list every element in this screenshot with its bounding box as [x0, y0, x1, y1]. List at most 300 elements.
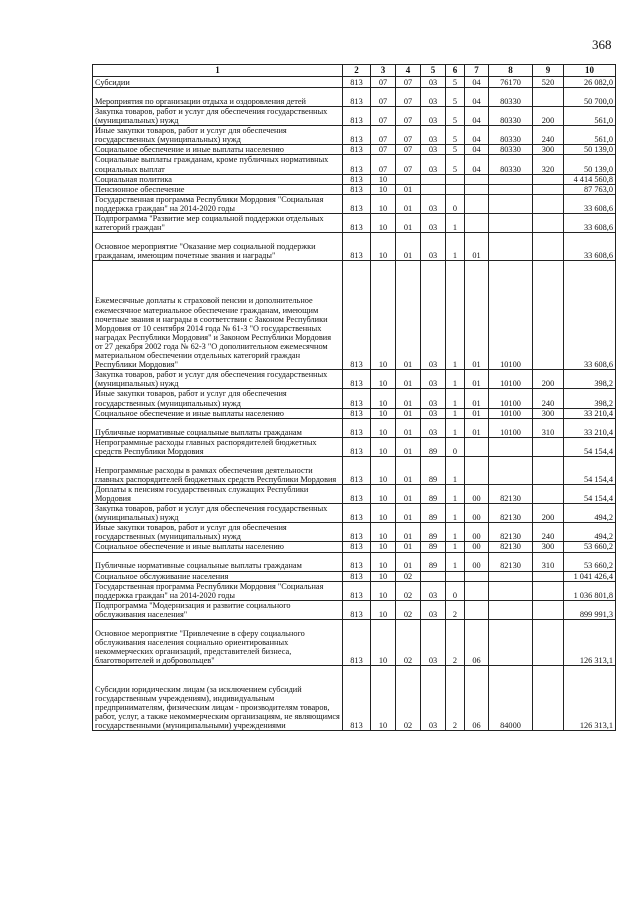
row-value-cell: 80330	[489, 107, 533, 126]
row-value-cell: 02	[396, 571, 421, 581]
row-value-cell: 813	[343, 666, 371, 731]
row-value-cell: 33 608,6	[564, 214, 616, 233]
row-value-cell: 813	[343, 600, 371, 619]
row-value-cell: 54 154,4	[564, 456, 616, 484]
row-value-cell: 03	[421, 261, 446, 370]
table-row	[93, 456, 616, 484]
row-value-cell: 07	[396, 88, 421, 107]
row-value-cell	[465, 184, 489, 194]
row-value-cell: 10	[371, 194, 396, 213]
row-value-cell: 813	[343, 107, 371, 126]
row-value-cell: 520	[533, 77, 564, 88]
row-value-cell: 07	[371, 107, 396, 126]
row-value-cell	[489, 214, 533, 233]
row-value-cell	[396, 174, 421, 184]
row-name-cell: Пенсионное обеспечение	[93, 184, 343, 194]
row-value-cell: 813	[343, 552, 371, 571]
row-value-cell: 80330	[489, 88, 533, 107]
header-cell: 10	[564, 65, 616, 77]
row-value-cell: 00	[465, 552, 489, 571]
row-value-cell: 03	[421, 600, 446, 619]
table-row	[93, 107, 616, 126]
row-name-cell: Социальное обеспечение и иные выплаты населению	[93, 542, 343, 552]
row-value-cell: 89	[421, 437, 446, 456]
row-value-cell: 03	[421, 408, 446, 418]
row-name-cell: Социальное обеспечение и иные выплаты населению	[93, 408, 343, 418]
row-value-cell: 06	[465, 620, 489, 666]
row-value-cell: 813	[343, 542, 371, 552]
row-value-cell: 01	[396, 437, 421, 456]
row-value-cell: 10	[371, 523, 396, 542]
row-value-cell: 126 313,1	[564, 620, 616, 666]
row-value-cell: 04	[465, 88, 489, 107]
row-name-cell: Иные закупки товаров, работ и услуг для обеспечения государственных (муниципальных) нужд	[93, 126, 343, 145]
row-name-cell: Государственная программа Республики Мордовия "Социальная поддержка граждан" на 2014-2020 годы	[93, 581, 343, 600]
row-value-cell: 04	[465, 126, 489, 145]
row-value-cell: 10	[371, 600, 396, 619]
header-cell: 6	[446, 65, 465, 77]
row-value-cell: 1	[446, 389, 465, 408]
row-name-cell: Доплаты к пенсиям государственных служащих Республики Мордовия	[93, 484, 343, 503]
row-name-cell: Закупка товаров, работ и услуг для обеспечения государственных (муниципальных) нужд	[93, 107, 343, 126]
row-value-cell	[489, 600, 533, 619]
row-value-cell: 53 660,2	[564, 552, 616, 571]
row-value-cell: 10	[371, 437, 396, 456]
row-value-cell: 89	[421, 523, 446, 542]
row-value-cell: 200	[533, 504, 564, 523]
row-value-cell: 5	[446, 145, 465, 155]
row-name-cell: Подпрограмма "Модернизация и развитие социального обслуживания населения"	[93, 600, 343, 619]
table-row	[93, 552, 616, 571]
row-value-cell	[465, 571, 489, 581]
budget-table	[92, 64, 616, 731]
row-name-cell: Социальные выплаты гражданам, кроме публичных нормативных социальных выплат	[93, 155, 343, 174]
row-value-cell: 01	[465, 418, 489, 437]
row-value-cell: 02	[396, 581, 421, 600]
row-value-cell: 300	[533, 408, 564, 418]
row-value-cell: 561,0	[564, 126, 616, 145]
row-value-cell: 10	[371, 184, 396, 194]
row-value-cell: 80330	[489, 126, 533, 145]
row-value-cell: 03	[421, 620, 446, 666]
row-value-cell: 03	[421, 418, 446, 437]
row-value-cell: 813	[343, 126, 371, 145]
row-value-cell: 398,2	[564, 370, 616, 389]
row-value-cell: 813	[343, 418, 371, 437]
row-value-cell: 10	[371, 389, 396, 408]
table-row	[93, 620, 616, 666]
row-value-cell	[489, 233, 533, 261]
row-value-cell: 310	[533, 418, 564, 437]
row-value-cell: 813	[343, 437, 371, 456]
row-value-cell: 03	[421, 666, 446, 731]
row-value-cell: 06	[465, 666, 489, 731]
header-cell: 8	[489, 65, 533, 77]
row-value-cell	[489, 174, 533, 184]
row-value-cell: 10	[371, 666, 396, 731]
row-value-cell	[421, 184, 446, 194]
row-value-cell: 54 154,4	[564, 484, 616, 503]
row-value-cell: 04	[465, 145, 489, 155]
row-value-cell: 1	[446, 408, 465, 418]
row-value-cell: 03	[421, 126, 446, 145]
row-value-cell: 5	[446, 107, 465, 126]
row-value-cell: 126 313,1	[564, 666, 616, 731]
row-value-cell: 240	[533, 126, 564, 145]
row-value-cell: 10	[371, 581, 396, 600]
row-value-cell	[533, 184, 564, 194]
row-value-cell	[533, 581, 564, 600]
row-value-cell: 03	[421, 581, 446, 600]
row-value-cell	[465, 174, 489, 184]
row-value-cell: 0	[446, 194, 465, 213]
row-value-cell	[489, 581, 533, 600]
row-value-cell	[489, 194, 533, 213]
row-value-cell: 33 210,4	[564, 418, 616, 437]
row-value-cell: 01	[396, 408, 421, 418]
table-row	[93, 233, 616, 261]
row-value-cell: 01	[396, 552, 421, 571]
row-value-cell: 10	[371, 542, 396, 552]
row-value-cell: 1	[446, 542, 465, 552]
row-value-cell: 03	[421, 77, 446, 88]
row-value-cell: 561,0	[564, 107, 616, 126]
row-value-cell: 02	[396, 600, 421, 619]
row-value-cell: 02	[396, 666, 421, 731]
row-value-cell: 813	[343, 77, 371, 88]
row-value-cell	[533, 88, 564, 107]
row-value-cell	[533, 194, 564, 213]
row-value-cell: 07	[396, 155, 421, 174]
row-value-cell: 87 763,0	[564, 184, 616, 194]
row-value-cell: 03	[421, 370, 446, 389]
table-row	[93, 261, 616, 370]
row-value-cell: 10	[371, 233, 396, 261]
row-value-cell: 5	[446, 88, 465, 107]
row-value-cell: 01	[396, 504, 421, 523]
row-value-cell	[533, 571, 564, 581]
row-value-cell: 10	[371, 504, 396, 523]
table-row	[93, 600, 616, 619]
row-value-cell: 82130	[489, 542, 533, 552]
row-name-cell: Иные закупки товаров, работ и услуг для обеспечения государственных (муниципальных) нужд	[93, 389, 343, 408]
row-value-cell: 89	[421, 542, 446, 552]
table-row	[93, 523, 616, 542]
header-cell: 4	[396, 65, 421, 77]
row-value-cell	[465, 194, 489, 213]
row-value-cell: 813	[343, 214, 371, 233]
row-value-cell: 04	[465, 107, 489, 126]
row-value-cell: 813	[343, 88, 371, 107]
row-value-cell: 1 041 426,4	[564, 571, 616, 581]
row-value-cell: 10	[371, 552, 396, 571]
header-cell: 1	[93, 65, 343, 77]
row-value-cell: 200	[533, 370, 564, 389]
row-value-cell: 813	[343, 389, 371, 408]
row-value-cell: 01	[396, 418, 421, 437]
row-value-cell: 82130	[489, 523, 533, 542]
row-value-cell: 82130	[489, 504, 533, 523]
table-body	[93, 77, 616, 731]
row-value-cell: 10	[371, 484, 396, 503]
row-value-cell: 04	[465, 77, 489, 88]
row-value-cell: 26 082,0	[564, 77, 616, 88]
row-value-cell: 494,2	[564, 504, 616, 523]
header-cell: 5	[421, 65, 446, 77]
header-cell: 7	[465, 65, 489, 77]
table-row	[93, 126, 616, 145]
header-cell: 9	[533, 65, 564, 77]
row-value-cell	[446, 571, 465, 581]
row-value-cell: 1	[446, 370, 465, 389]
row-value-cell	[533, 456, 564, 484]
row-value-cell: 813	[343, 620, 371, 666]
row-value-cell: 2	[446, 666, 465, 731]
row-value-cell: 01	[465, 233, 489, 261]
row-value-cell: 84000	[489, 666, 533, 731]
row-value-cell	[489, 620, 533, 666]
table-row	[93, 504, 616, 523]
row-value-cell: 10100	[489, 370, 533, 389]
row-value-cell: 300	[533, 542, 564, 552]
row-value-cell: 07	[371, 155, 396, 174]
row-name-cell: Непрограммные расходы главных распорядителей бюджетных средств Республики Мордовия	[93, 437, 343, 456]
row-value-cell: 01	[465, 389, 489, 408]
row-value-cell	[533, 437, 564, 456]
row-value-cell: 813	[343, 581, 371, 600]
row-value-cell: 10	[371, 571, 396, 581]
row-value-cell	[465, 456, 489, 484]
row-value-cell: 01	[465, 408, 489, 418]
row-value-cell: 1	[446, 418, 465, 437]
row-name-cell: Мероприятия по организации отдыха и оздоровления детей	[93, 88, 343, 107]
row-value-cell: 00	[465, 523, 489, 542]
row-value-cell: 01	[396, 542, 421, 552]
table-row	[93, 174, 616, 184]
row-value-cell: 03	[421, 214, 446, 233]
table-row	[93, 88, 616, 107]
row-value-cell: 33 210,4	[564, 408, 616, 418]
row-value-cell: 03	[421, 145, 446, 155]
row-value-cell	[465, 437, 489, 456]
row-name-cell: Подпрограмма "Развитие мер социальной поддержки отдельных категорий граждан"	[93, 214, 343, 233]
row-value-cell: 03	[421, 88, 446, 107]
row-value-cell	[489, 456, 533, 484]
row-value-cell: 300	[533, 145, 564, 155]
row-value-cell	[446, 184, 465, 194]
row-value-cell: 03	[421, 194, 446, 213]
row-value-cell: 82130	[489, 552, 533, 571]
row-value-cell: 01	[396, 261, 421, 370]
row-value-cell: 813	[343, 370, 371, 389]
table-row	[93, 484, 616, 503]
row-value-cell: 240	[533, 389, 564, 408]
table-row	[93, 418, 616, 437]
row-value-cell	[533, 261, 564, 370]
row-value-cell: 03	[421, 155, 446, 174]
row-name-cell: Иные закупки товаров, работ и услуг для обеспечения государственных (муниципальных) нужд	[93, 523, 343, 542]
row-value-cell: 07	[371, 88, 396, 107]
row-value-cell: 4 414 560,8	[564, 174, 616, 184]
row-value-cell: 1	[446, 552, 465, 571]
row-value-cell: 33 608,6	[564, 194, 616, 213]
row-value-cell: 0	[446, 581, 465, 600]
row-name-cell: Закупка товаров, работ и услуг для обеспечения государственных (муниципальных) нужд	[93, 370, 343, 389]
row-value-cell: 01	[396, 214, 421, 233]
row-value-cell: 1	[446, 233, 465, 261]
row-value-cell: 5	[446, 77, 465, 88]
table-row	[93, 666, 616, 731]
row-value-cell: 1	[446, 261, 465, 370]
row-value-cell: 76170	[489, 77, 533, 88]
table-row	[93, 581, 616, 600]
row-value-cell: 5	[446, 126, 465, 145]
row-value-cell: 813	[343, 408, 371, 418]
row-name-cell: Государственная программа Республики Мордовия "Социальная поддержка граждан" на 2014-2020 годы	[93, 194, 343, 213]
row-value-cell: 50 139,0	[564, 155, 616, 174]
row-value-cell: 00	[465, 504, 489, 523]
row-value-cell	[489, 184, 533, 194]
row-value-cell: 07	[396, 107, 421, 126]
row-value-cell: 10	[371, 456, 396, 484]
row-value-cell: 1	[446, 456, 465, 484]
table-row	[93, 408, 616, 418]
row-value-cell: 07	[371, 77, 396, 88]
row-value-cell: 310	[533, 552, 564, 571]
table-row	[93, 437, 616, 456]
row-value-cell: 00	[465, 484, 489, 503]
row-value-cell: 0	[446, 437, 465, 456]
row-value-cell: 10100	[489, 418, 533, 437]
row-value-cell: 10	[371, 370, 396, 389]
row-value-cell: 813	[343, 504, 371, 523]
row-value-cell: 10	[371, 174, 396, 184]
row-value-cell: 1	[446, 484, 465, 503]
row-value-cell: 813	[343, 145, 371, 155]
row-value-cell: 10	[371, 261, 396, 370]
row-value-cell	[465, 600, 489, 619]
row-name-cell: Непрограммные расходы в рамках обеспечения деятельности главных распорядителей бюджетных средств Республики Мордовия	[93, 456, 343, 484]
page-number: 368	[592, 37, 612, 52]
row-value-cell: 80330	[489, 145, 533, 155]
row-value-cell: 813	[343, 484, 371, 503]
row-value-cell: 1	[446, 214, 465, 233]
row-value-cell: 07	[371, 145, 396, 155]
row-value-cell	[465, 581, 489, 600]
row-name-cell: Публичные нормативные социальные выплаты гражданам	[93, 418, 343, 437]
table-row	[93, 389, 616, 408]
row-value-cell: 398,2	[564, 389, 616, 408]
table-row	[93, 571, 616, 581]
row-value-cell	[489, 571, 533, 581]
table-row	[93, 77, 616, 88]
row-value-cell: 494,2	[564, 523, 616, 542]
row-value-cell	[446, 174, 465, 184]
row-name-cell: Ежемесячные доплаты к страховой пенсии и дополнительное ежемесячное материальное обеспечение гражданам, имеющим почетные звания и награды в соответствии с Законом Республики Мордовия от 10 сентября 2014 года № 61-З "О государственных наградах Республики Мордовия" и Законом Республики Мордовия от 27 декабря 2002 года № 62-З "О дополнительном ежемесячном материальном обеспечении отдельных категорий граждан Республики Мордовия"	[93, 261, 343, 370]
row-name-cell: Основное мероприятие "Оказание мер социальной поддержки гражданам, имеющим почетные звания и награды"	[93, 233, 343, 261]
table-row	[93, 155, 616, 174]
row-name-cell: Социальное обеспечение и иные выплаты населению	[93, 145, 343, 155]
row-value-cell: 07	[396, 145, 421, 155]
row-value-cell: 02	[396, 620, 421, 666]
row-value-cell: 10	[371, 408, 396, 418]
row-value-cell: 01	[396, 456, 421, 484]
row-value-cell: 33 608,6	[564, 261, 616, 370]
row-value-cell: 89	[421, 456, 446, 484]
row-value-cell: 01	[396, 484, 421, 503]
row-value-cell	[421, 571, 446, 581]
row-name-cell: Основное мероприятие "Привлечение в сферу социального обслуживания населения социально ориентированных некоммерческих организаций, представителей бизнеса, благотворителей и добровольцев"	[93, 620, 343, 666]
row-value-cell: 1 036 801,8	[564, 581, 616, 600]
row-value-cell: 01	[396, 233, 421, 261]
row-value-cell: 01	[396, 370, 421, 389]
row-value-cell: 200	[533, 107, 564, 126]
header-cell: 2	[343, 65, 371, 77]
row-value-cell: 320	[533, 155, 564, 174]
row-value-cell: 899 991,3	[564, 600, 616, 619]
row-value-cell: 03	[421, 389, 446, 408]
row-value-cell: 50 700,0	[564, 88, 616, 107]
table-row	[93, 214, 616, 233]
row-value-cell	[533, 484, 564, 503]
row-name-cell: Закупка товаров, работ и услуг для обеспечения государственных (муниципальных) нужд	[93, 504, 343, 523]
row-value-cell: 01	[396, 523, 421, 542]
row-name-cell: Публичные нормативные социальные выплаты гражданам	[93, 552, 343, 571]
row-value-cell: 10	[371, 214, 396, 233]
row-value-cell: 07	[371, 126, 396, 145]
table-header-row	[93, 65, 616, 77]
row-value-cell: 01	[465, 261, 489, 370]
row-value-cell	[489, 437, 533, 456]
row-value-cell: 10	[371, 418, 396, 437]
row-value-cell: 03	[421, 233, 446, 261]
row-name-cell: Субсидии юридическим лицам (за исключением субсидий государственным учреждениям), индивидуальным предпринимателям, физическим лицам - производителям товаров, работ, услуг, а также некоммерческим организациям, не являющимся государственными (муниципальными) учреждениями	[93, 666, 343, 731]
row-value-cell: 01	[396, 194, 421, 213]
table-row	[93, 194, 616, 213]
table-row	[93, 145, 616, 155]
row-name-cell: Социальное обслуживание населения	[93, 571, 343, 581]
row-value-cell: 813	[343, 571, 371, 581]
row-value-cell	[533, 666, 564, 731]
row-value-cell: 54 154,4	[564, 437, 616, 456]
row-value-cell: 89	[421, 484, 446, 503]
row-value-cell	[465, 214, 489, 233]
row-value-cell: 33 608,6	[564, 233, 616, 261]
row-value-cell: 2	[446, 600, 465, 619]
row-value-cell: 10	[371, 620, 396, 666]
row-value-cell: 813	[343, 184, 371, 194]
row-value-cell: 01	[465, 370, 489, 389]
row-value-cell: 53 660,2	[564, 542, 616, 552]
row-value-cell: 04	[465, 155, 489, 174]
row-value-cell	[533, 620, 564, 666]
row-value-cell	[533, 174, 564, 184]
row-value-cell: 00	[465, 542, 489, 552]
row-value-cell	[533, 600, 564, 619]
row-value-cell: 813	[343, 261, 371, 370]
row-value-cell: 5	[446, 155, 465, 174]
row-value-cell: 01	[396, 184, 421, 194]
row-value-cell	[533, 214, 564, 233]
row-value-cell: 82130	[489, 484, 533, 503]
row-value-cell: 813	[343, 523, 371, 542]
row-name-cell: Социальная политика	[93, 174, 343, 184]
table-row	[93, 184, 616, 194]
row-value-cell	[421, 174, 446, 184]
row-value-cell: 10100	[489, 389, 533, 408]
row-value-cell: 10100	[489, 408, 533, 418]
row-value-cell: 813	[343, 155, 371, 174]
